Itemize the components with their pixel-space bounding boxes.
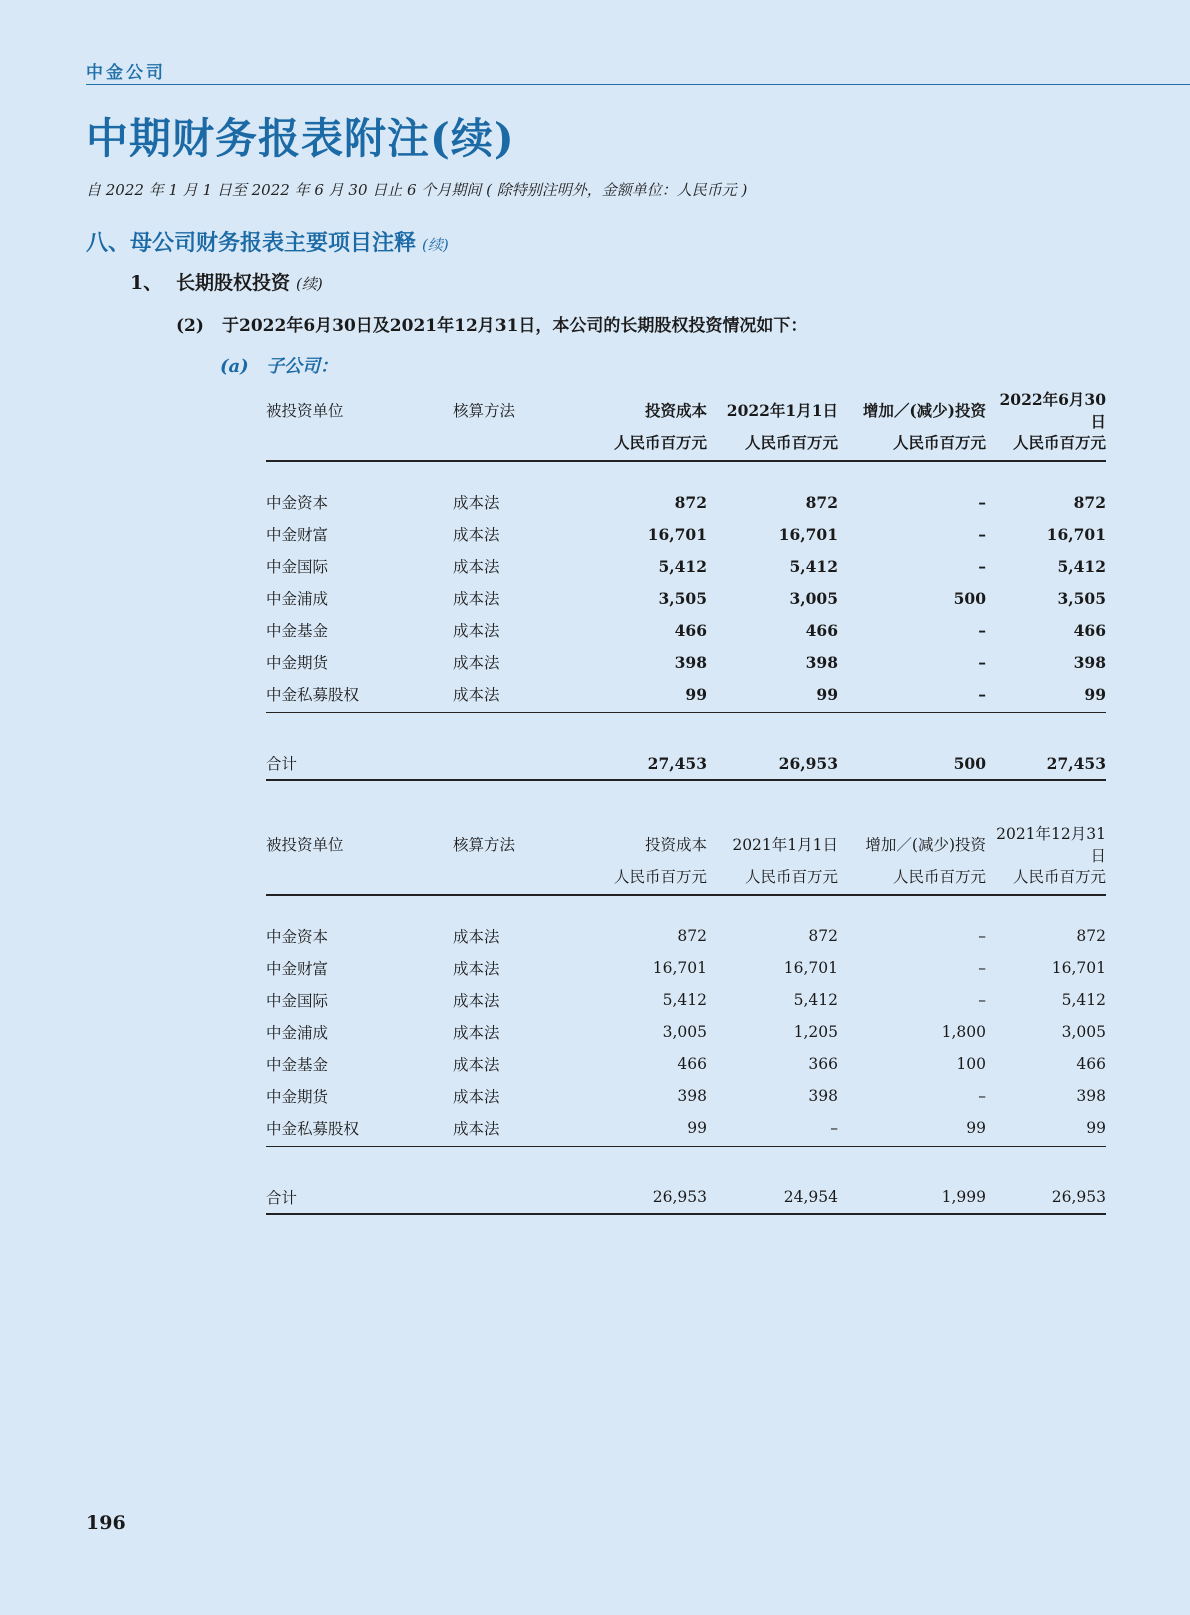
table-row-cell: 成本法	[453, 590, 500, 608]
page-title: 中期财务报表附注(续)	[86, 114, 515, 163]
unit-row	[266, 860, 1106, 892]
table-row-cell: 16,701	[647, 524, 707, 544]
table-row-cell: 3,505	[1057, 588, 1106, 608]
table-row-cell: 466	[1073, 620, 1106, 640]
table-row	[266, 1016, 1106, 1048]
table-row-cell: 成本法	[453, 960, 500, 978]
table-row	[266, 550, 1106, 582]
header-row-cell: 被投资单位	[266, 836, 344, 854]
table-row-cell: 398	[1073, 652, 1106, 672]
table-row-cell: 466	[1076, 1055, 1106, 1073]
total-row-cell: 26,953	[1051, 1188, 1106, 1206]
unit-row-cell: 人民币百万元	[1012, 433, 1106, 452]
table-row-cell: 872	[1076, 927, 1106, 945]
table-row-cell: 398	[674, 652, 707, 672]
header-row-cell: 2021年1月1日	[732, 836, 838, 854]
unit-row	[266, 426, 1106, 458]
table-row-cell: 1,800	[941, 1023, 986, 1041]
table-row-cell: 5,412	[1061, 991, 1106, 1009]
table-row-cell: 成本法	[453, 928, 500, 946]
table-row-cell: 成本法	[453, 1024, 500, 1042]
table-row-cell: 872	[1073, 492, 1106, 512]
table-row-cell: 3,005	[789, 588, 838, 608]
header-row-cell: 2021年12月31日	[996, 825, 1106, 865]
table-row	[266, 952, 1106, 984]
table-row-cell: 中金财富	[266, 526, 329, 544]
table-body	[266, 920, 1106, 1147]
table-row-cell: –	[978, 556, 986, 576]
table-row-cell: 成本法	[453, 654, 500, 672]
unit-row-cell: 人民币百万元	[1012, 868, 1106, 886]
table-row-cell: 872	[674, 492, 707, 512]
table-row-cell: 99	[966, 1119, 986, 1137]
table-row-cell: 成本法	[453, 494, 500, 512]
table-row-cell: –	[978, 927, 986, 945]
table-row-cell: 5,412	[658, 556, 707, 576]
table-row	[266, 678, 1106, 710]
table-row-cell: 成本法	[453, 1088, 500, 1106]
table-row-cell: 99	[687, 1119, 707, 1137]
table-row-cell: 中金资本	[266, 928, 329, 946]
unit-row-cell: 人民币百万元	[613, 433, 707, 452]
table-row	[266, 646, 1106, 678]
table-row-cell: 成本法	[453, 992, 500, 1010]
table-row	[266, 614, 1106, 646]
table-row-cell: 成本法	[453, 1056, 500, 1074]
subsection-2	[176, 311, 807, 336]
table-row-cell: 398	[805, 652, 838, 672]
table-body	[266, 486, 1106, 713]
table-row-cell: 16,701	[778, 524, 838, 544]
header-row	[266, 390, 1106, 431]
table-row-cell: 16,701	[1051, 959, 1106, 977]
table-row-cell: 500	[953, 588, 986, 608]
table-row-cell: 成本法	[453, 686, 500, 704]
total-row-cell: 24,954	[783, 1188, 838, 1206]
section-heading-text: 八、母公司财务报表主要项目注释	[86, 230, 417, 256]
header-row-cell: 增加／(减少)投资	[862, 401, 986, 420]
table-row-cell: 466	[677, 1055, 707, 1073]
subsection-3-number: (a)	[220, 356, 249, 377]
table-row-cell: 16,701	[783, 959, 838, 977]
unit-row-cell: 人民币百万元	[744, 433, 838, 452]
table-row-cell: 中金财富	[266, 960, 329, 978]
subsection-1	[130, 268, 323, 295]
table-row-cell: 99	[685, 684, 707, 704]
table-row	[266, 486, 1106, 518]
table-row-cell: 中金浦成	[266, 590, 329, 608]
table-row-cell: 成本法	[453, 526, 500, 544]
total-row-cell: 26,953	[778, 753, 838, 773]
investment-table-2022	[266, 390, 1106, 781]
section-heading	[86, 226, 449, 257]
header-row-cell: 被投资单位	[266, 402, 344, 420]
header-row-cell: 增加／(减少)投资	[865, 836, 986, 854]
table-row-cell: 5,412	[662, 991, 707, 1009]
total-row	[266, 1181, 1106, 1215]
table-row-cell: 16,701	[652, 959, 707, 977]
table-row-cell: 872	[808, 927, 838, 945]
table-row-cell: 466	[674, 620, 707, 640]
table-row-cell: 中金国际	[266, 992, 329, 1010]
table-row-cell: 3,005	[1061, 1023, 1106, 1041]
header-row	[266, 825, 1106, 865]
total-row-cell: 27,453	[647, 753, 707, 773]
subsection-1-continued: (续)	[296, 275, 323, 293]
table-row-cell: 398	[677, 1087, 707, 1105]
company-name: 中金公司	[86, 63, 166, 82]
header-row-cell: 投资成本	[644, 401, 707, 420]
table-row	[266, 1080, 1106, 1112]
subsection-1-number: 1、	[130, 272, 163, 294]
table-row-cell: –	[978, 684, 986, 704]
total-row-cell: 500	[953, 753, 986, 773]
total-row-cell: 26,953	[652, 1188, 707, 1206]
table-row-cell: 中金浦成	[266, 1024, 329, 1042]
table-row-cell: 5,412	[789, 556, 838, 576]
table-row-cell: 中金期货	[266, 1088, 329, 1106]
total-row-cell: 合计	[266, 755, 298, 773]
table-row	[266, 518, 1106, 550]
header-rule	[86, 84, 1190, 85]
total-row	[266, 747, 1106, 781]
subsection-2-text: 于2022年6月30日及2021年12月31日，本公司的长期股权投资情况如下：	[222, 316, 808, 336]
table-row-cell: 1,205	[793, 1023, 838, 1041]
table-row-cell: 872	[805, 492, 838, 512]
table-row-cell: 中金国际	[266, 558, 329, 576]
table-row-cell: 成本法	[453, 1120, 500, 1138]
table-row-cell: 99	[816, 684, 838, 704]
table-row-cell: 100	[956, 1055, 986, 1073]
table-row-cell: 中金资本	[266, 494, 329, 512]
subsection-3-text: 子公司：	[266, 356, 338, 377]
table-row-cell: –	[830, 1119, 838, 1137]
table-row-cell: 中金基金	[266, 1056, 329, 1074]
header-row-cell: 2022年1月1日	[726, 401, 838, 420]
header-row-cell: 2022年6月30日	[999, 390, 1106, 431]
table-header	[266, 390, 1106, 462]
table-row-cell: –	[978, 652, 986, 672]
header-row-cell: 核算方法	[453, 836, 516, 854]
page-number: 196	[86, 1512, 126, 1534]
table-row-cell: –	[978, 959, 986, 977]
table-row-cell: –	[978, 492, 986, 512]
table-row-cell: 5,412	[793, 991, 838, 1009]
table-row-cell: 5,412	[1057, 556, 1106, 576]
table-row-cell: 398	[808, 1087, 838, 1105]
table-row-cell: –	[978, 991, 986, 1009]
table-row	[266, 920, 1106, 952]
table-row-cell: 中金私募股权	[266, 686, 360, 704]
unit-row-cell: 人民币百万元	[744, 868, 838, 886]
table-row-cell: –	[978, 524, 986, 544]
total-row-cell: 合计	[266, 1189, 298, 1207]
unit-row-cell: 人民币百万元	[613, 868, 707, 886]
table-row-cell: 99	[1086, 1119, 1106, 1137]
table-row-cell: 872	[677, 927, 707, 945]
table-row-cell: 99	[1084, 684, 1106, 704]
table-row-cell: 366	[808, 1055, 838, 1073]
total-row-cell: 27,453	[1046, 753, 1106, 773]
table-row-cell: 中金期货	[266, 654, 329, 672]
table-header	[266, 825, 1106, 896]
table-row-cell: –	[978, 1087, 986, 1105]
header-row-cell: 核算方法	[453, 402, 516, 420]
table-row-cell: 成本法	[453, 622, 500, 640]
subsection-1-title: 长期股权投资	[176, 272, 291, 294]
unit-row-cell: 人民币百万元	[892, 433, 986, 452]
table-row-cell: 466	[805, 620, 838, 640]
investment-table-2021	[266, 825, 1106, 1215]
table-row-cell: 中金基金	[266, 622, 329, 640]
table-row-cell: –	[978, 620, 986, 640]
unit-row-cell: 人民币百万元	[892, 868, 986, 886]
subsection-3	[220, 352, 338, 378]
table-row-cell: 3,505	[658, 588, 707, 608]
table-row	[266, 1112, 1106, 1144]
table-row-cell: 成本法	[453, 558, 500, 576]
subsection-2-number: (2)	[176, 316, 204, 336]
table-row-cell: 3,005	[662, 1023, 707, 1041]
header-row-cell: 投资成本	[644, 836, 707, 854]
table-row	[266, 984, 1106, 1016]
table-row-cell: 中金私募股权	[266, 1120, 360, 1138]
table-row-cell: 16,701	[1046, 524, 1106, 544]
period-note: 自 2022 年 1 月 1 日至 2022 年 6 月 30 日止 6 个月期间 ( 除特别注明外，金额单位：人民币元 )	[86, 181, 748, 199]
table-row	[266, 582, 1106, 614]
section-continued: (续)	[422, 236, 449, 254]
table-row-cell: 398	[1076, 1087, 1106, 1105]
total-row-cell: 1,999	[941, 1188, 986, 1206]
table-row	[266, 1048, 1106, 1080]
